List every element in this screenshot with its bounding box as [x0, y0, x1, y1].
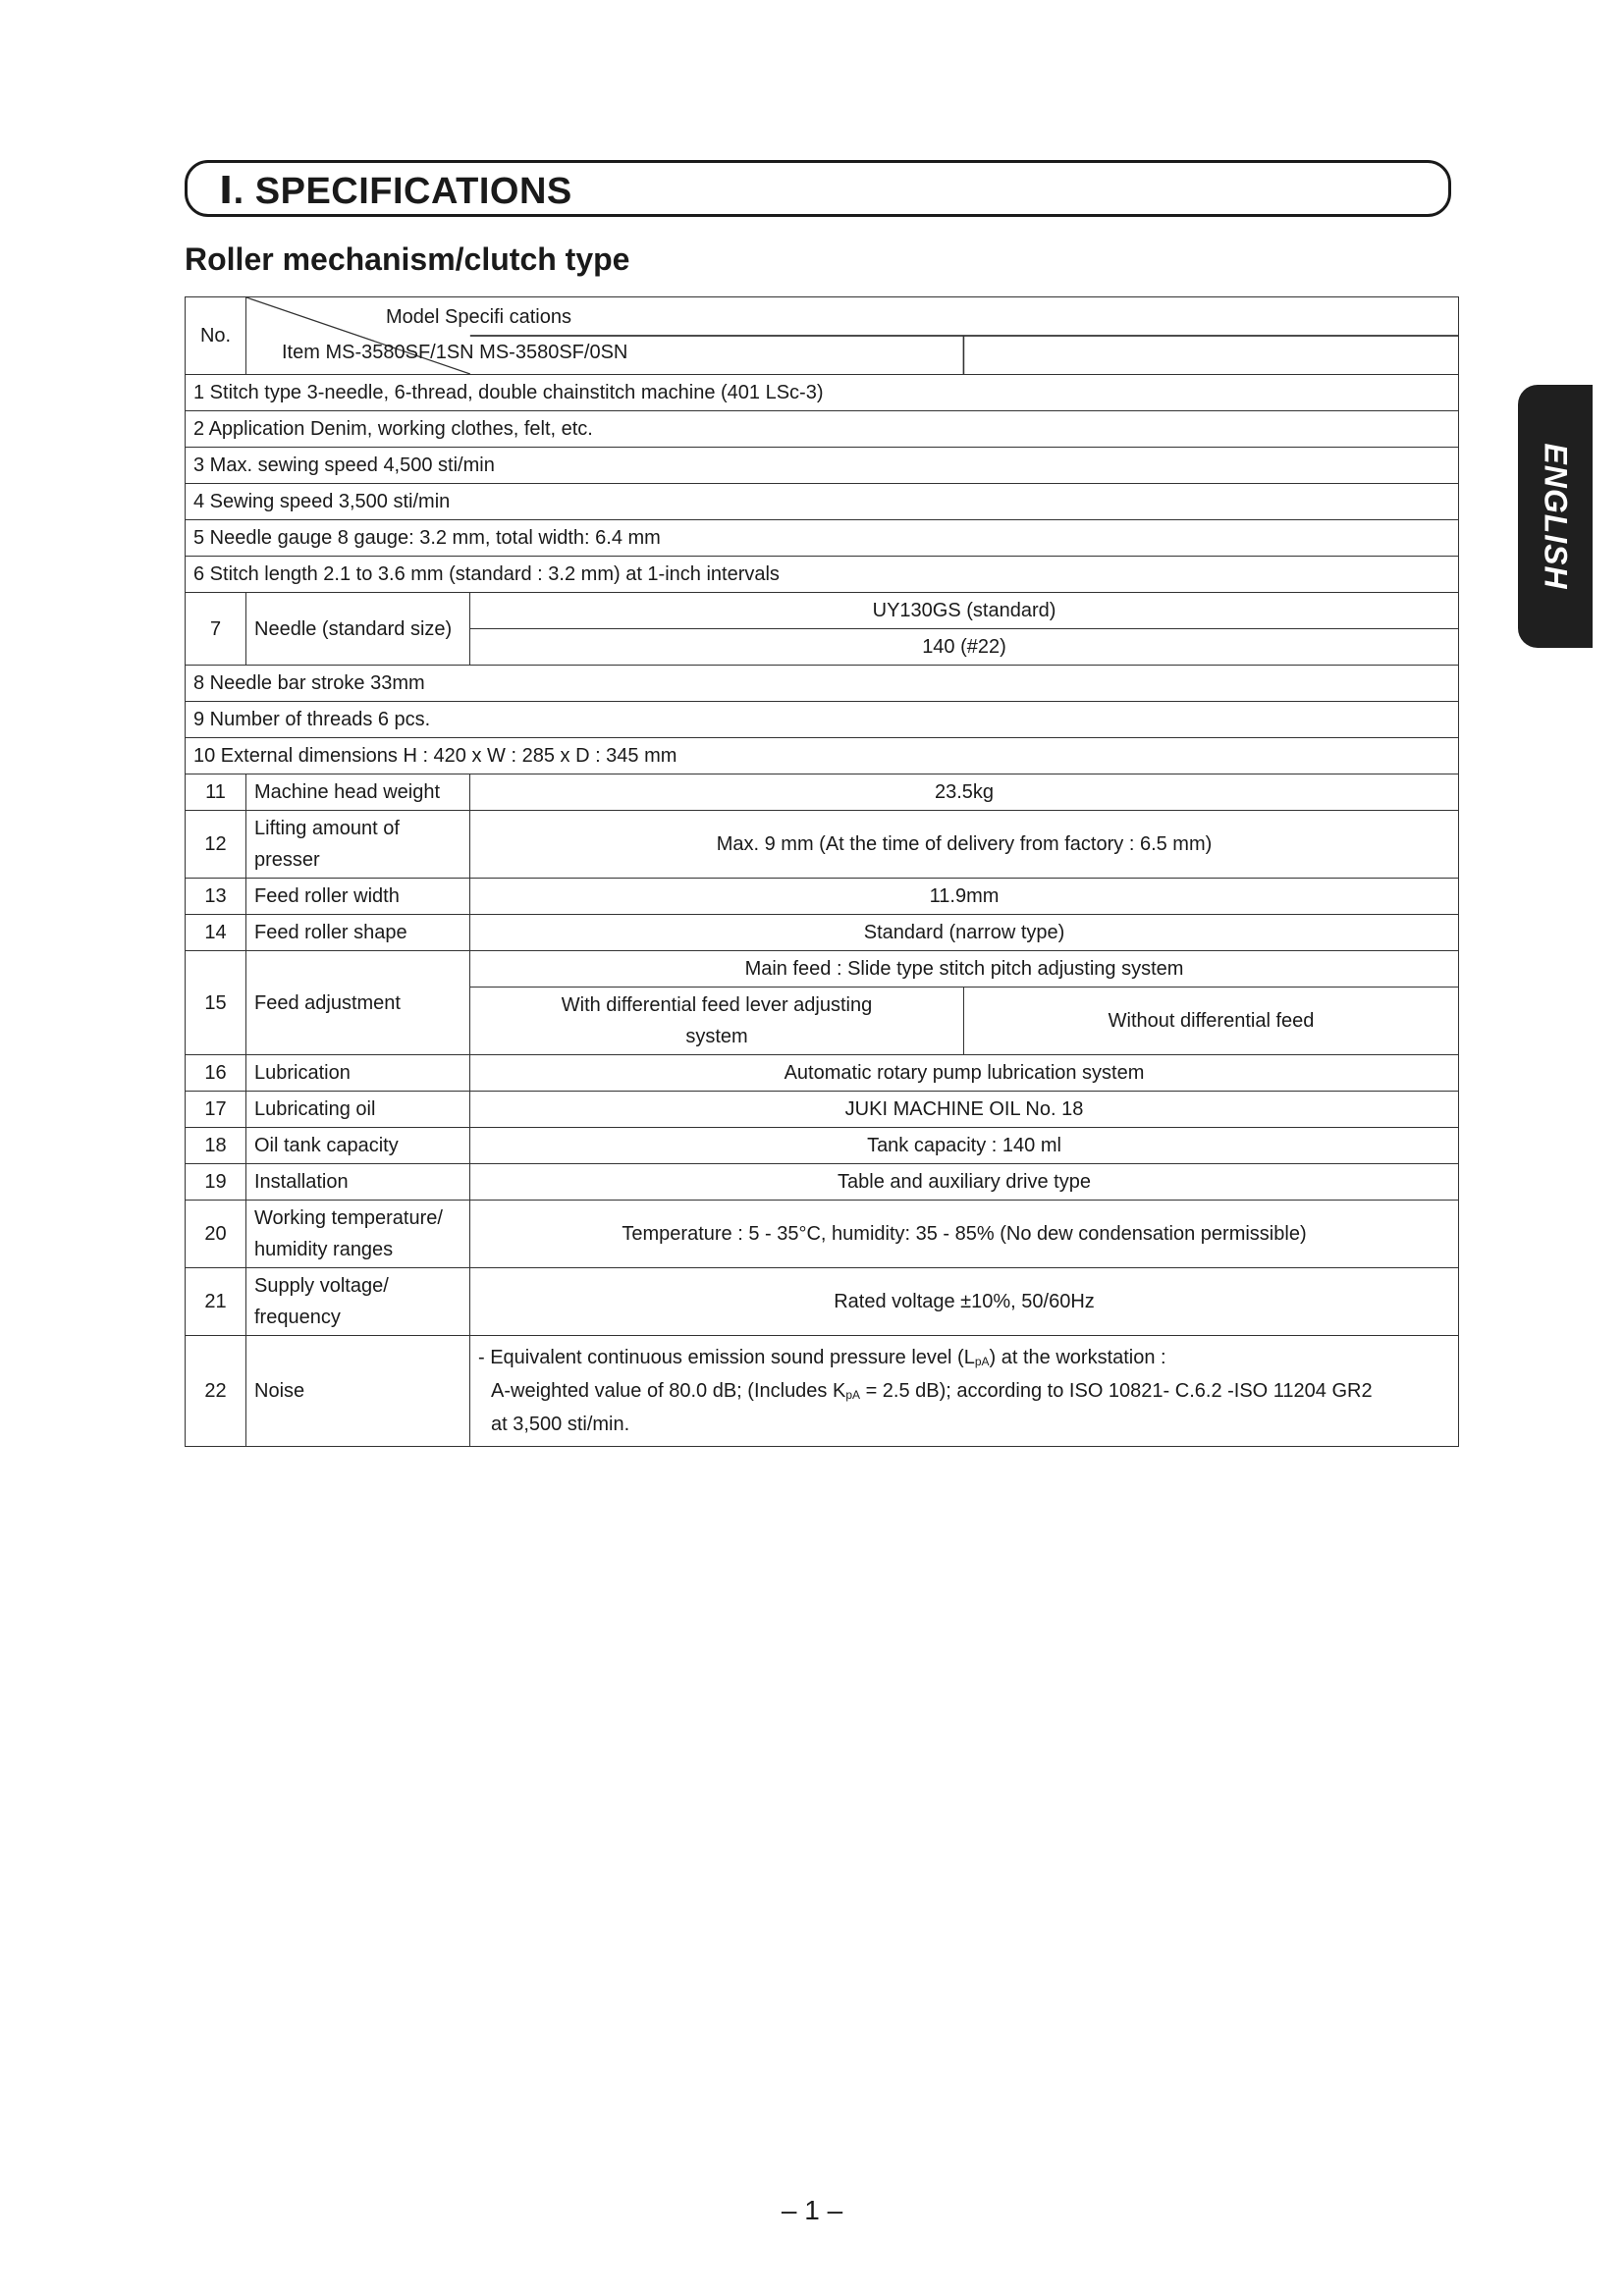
table-row	[186, 702, 1459, 738]
table-row	[186, 557, 1459, 593]
row-20-no: 20	[186, 1201, 246, 1268]
row-13-no: 13	[186, 879, 246, 915]
table-row	[186, 1092, 1459, 1128]
table-row	[186, 375, 1459, 411]
row-18-item: Oil tank capacity	[246, 1128, 470, 1164]
row-14-item: Feed roller shape	[246, 915, 470, 951]
row-17-item: Lubricating oil	[246, 1092, 470, 1128]
row-19-value: Table and auxiliary drive type	[470, 1164, 1459, 1201]
row-14-value: Standard (narrow type)	[470, 915, 1459, 951]
page-number: – 1 –	[781, 2195, 843, 2225]
row-1: 1 Stitch type 3-needle, 6-thread, double chainstitch machine (401 LSc-3)	[186, 375, 1459, 411]
row-12-value: Max. 9 mm (At the time of delivery from factory : 6.5 mm)	[470, 811, 1459, 879]
row-18-no: 18	[186, 1128, 246, 1164]
row-18-value: Tank capacity : 140 ml	[470, 1128, 1459, 1164]
table-row	[186, 879, 1459, 915]
row-4: 4 Sewing speed 3,500 sti/min	[186, 484, 1459, 520]
table-row	[186, 1268, 1459, 1336]
row-11-value: 23.5kg	[470, 774, 1459, 811]
language-tab-label: ENGLISH	[1538, 443, 1574, 590]
header-no: No.	[186, 297, 246, 375]
row-15-no: 15	[186, 951, 246, 1055]
table-row	[186, 593, 1459, 629]
row-17-no: 17	[186, 1092, 246, 1128]
row-2: 2 Application Denim, working clothes, felt, etc.	[186, 411, 1459, 448]
row-8: 8 Needle bar stroke 33mm	[186, 666, 1459, 702]
row-16-no: 16	[186, 1055, 246, 1092]
table-row	[186, 1336, 1459, 1447]
specifications-table	[185, 296, 1459, 1447]
row-12-no: 12	[186, 811, 246, 879]
row-12-item: Lifting amount of presser	[246, 811, 470, 879]
row-13-item: Feed roller width	[246, 879, 470, 915]
table-row	[186, 484, 1459, 520]
row-15-item: Feed adjustment	[246, 951, 470, 1055]
section-title-box	[185, 160, 1451, 217]
table-row	[186, 666, 1459, 702]
section-subtitle: Roller mechanism/clutch type	[185, 241, 630, 277]
table-row	[186, 774, 1459, 811]
header-model-spec	[246, 297, 1459, 375]
row-16-value: Automatic rotary pump lubrication system	[470, 1055, 1459, 1092]
row-7-no: 7	[186, 593, 246, 666]
row-14-no: 14	[186, 915, 246, 951]
row-20-value: Temperature : 5 - 35°C, humidity: 35 - 85% (No dew condensation permissible)	[470, 1201, 1459, 1268]
noise-line-3: at 3,500 sti/min.	[491, 1414, 630, 1435]
table-row	[186, 738, 1459, 774]
row-10: 10 External dimensions H : 420 x W : 285 x D : 345 mm	[186, 738, 1459, 774]
language-tab	[1518, 385, 1593, 648]
row-15-value-right: Without differential feed	[964, 988, 1459, 1055]
row-22-value	[470, 1336, 1459, 1447]
row-7-value-1: UY130GS (standard)	[470, 593, 1459, 629]
row-20-item: Working temperature/ humidity ranges	[246, 1201, 470, 1268]
row-11-no: 11	[186, 774, 246, 811]
header-model-label: Model Specifi cations	[386, 306, 571, 328]
row-7-item: Needle (standard size)	[246, 593, 470, 666]
table-row	[186, 1201, 1459, 1268]
table-row	[186, 951, 1459, 988]
row-15-value: Main feed : Slide type stitch pitch adjusting system	[470, 951, 1459, 988]
table-row	[186, 915, 1459, 951]
section-title: Ⅰ. SPECIFICATIONS	[219, 171, 572, 212]
row-19-item: Installation	[246, 1164, 470, 1201]
row-9: 9 Number of threads 6 pcs.	[186, 702, 1459, 738]
header-item-models: Item MS-3580SF/1SN MS-3580SF/0SN	[282, 342, 628, 363]
row-22-item: Noise	[246, 1336, 470, 1447]
row-21-item: Supply voltage/ frequency	[246, 1268, 470, 1336]
table-row	[186, 811, 1459, 879]
row-19-no: 19	[186, 1164, 246, 1201]
table-row	[186, 448, 1459, 484]
row-13-value: 11.9mm	[470, 879, 1459, 915]
row-7-value-2: 140 (#22)	[470, 629, 1459, 666]
row-22-no: 22	[186, 1336, 246, 1447]
noise-line-2: A-weighted value of 80.0 dB; (Includes $K_{pA} = 2.5$ dB); according to ISO 10821- C.6.2 -ISO 11204 GR2	[491, 1380, 1373, 1402]
table-row	[186, 520, 1459, 557]
row-5: 5 Needle gauge 8 gauge: 3.2 mm, total width: 6.4 mm	[186, 520, 1459, 557]
table-row	[186, 411, 1459, 448]
noise-line-1: - Equivalent continuous emission sound pressure level $(L_{pA})$ at the workstation :	[478, 1347, 1166, 1368]
row-11-item: Machine head weight	[246, 774, 470, 811]
row-16-item: Lubrication	[246, 1055, 470, 1092]
row-15-value-left: With differential feed lever adjusting system	[470, 988, 964, 1055]
table-header-row	[186, 297, 1459, 375]
row-6: 6 Stitch length 2.1 to 3.6 mm (standard : 3.2 mm) at 1-inch intervals	[186, 557, 1459, 593]
table-row	[186, 1055, 1459, 1092]
row-17-value: JUKI MACHINE OIL No. 18	[470, 1092, 1459, 1128]
row-3: 3 Max. sewing speed 4,500 sti/min	[186, 448, 1459, 484]
table-row	[186, 1128, 1459, 1164]
row-21-no: 21	[186, 1268, 246, 1336]
row-21-value: Rated voltage ±10%, 50/60Hz	[470, 1268, 1459, 1336]
table-row	[186, 1164, 1459, 1201]
